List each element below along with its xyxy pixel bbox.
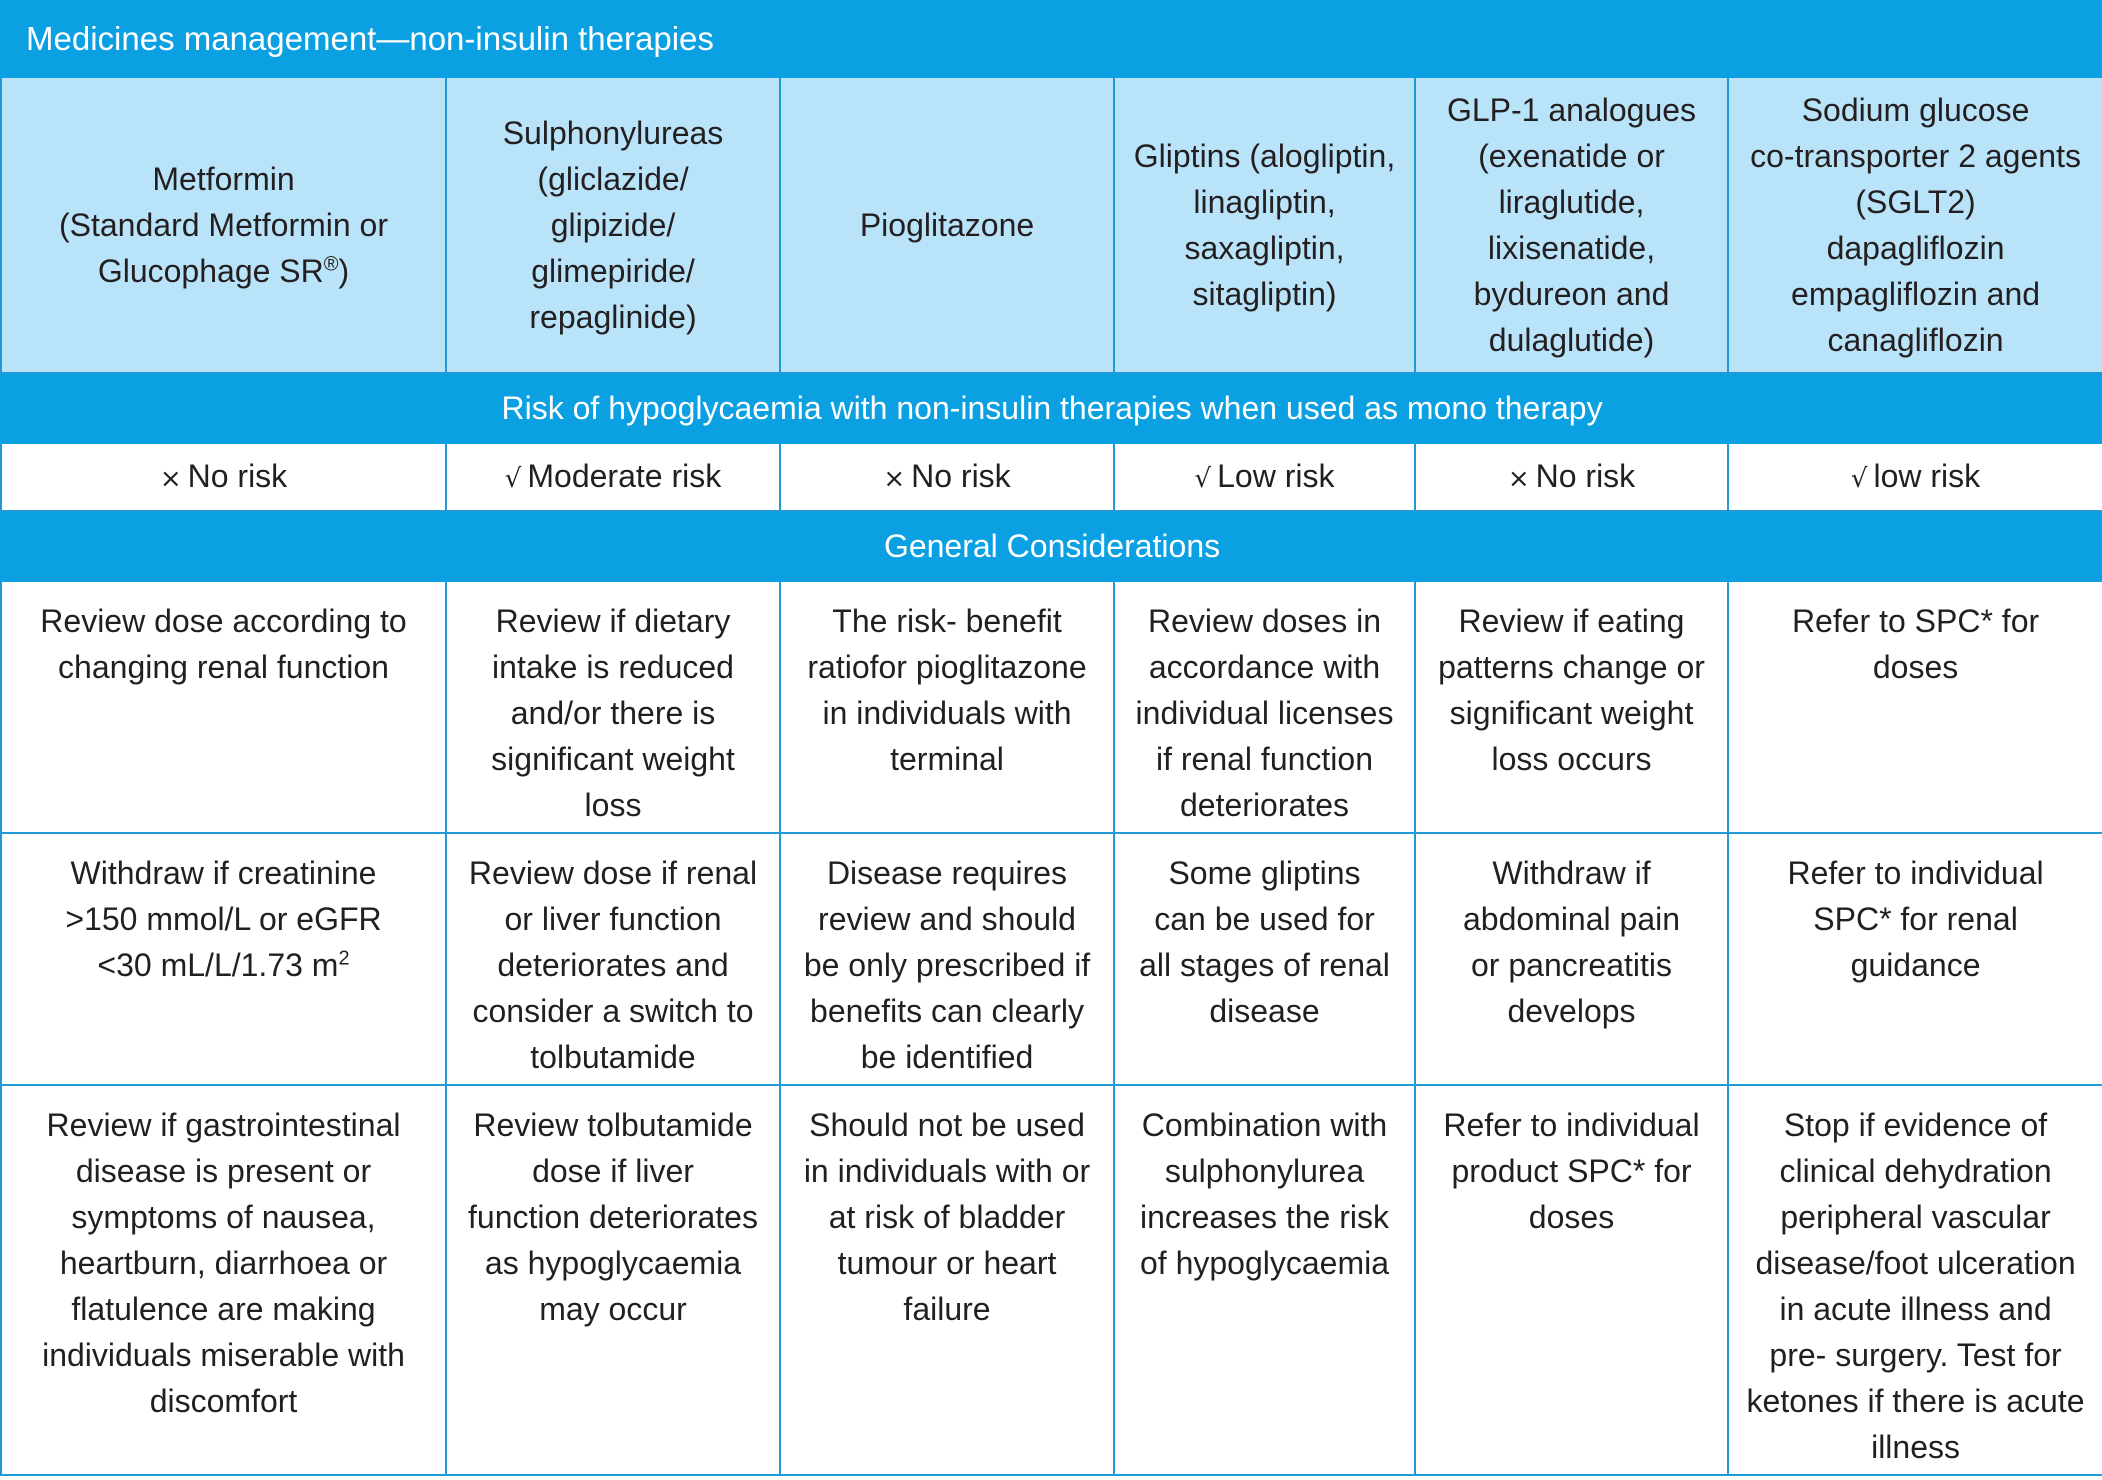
table-cell [780,833,1114,1085]
table-cell [1,1085,446,1475]
check-icon: √ [1850,463,1868,494]
column-header-label: Metformin (Standard Metformin or Glucophage SR [58,161,388,289]
table-cell [1728,581,2102,833]
title-row [1,1,2102,77]
column-header-gliptins [1114,77,1415,373]
column-header-label: Pioglitazone [859,207,1035,243]
column-header-label: Sulphonylureas (gliclazide/ glipizide/ glimepiride/ repaglinide) [502,115,724,335]
risk-cell [1114,443,1415,511]
table-cell [1114,833,1415,1085]
column-header-sglt2 [1728,77,2102,373]
table-row [1,1085,2102,1475]
table-cell [1415,833,1728,1085]
column-header-label: Sodium glucose co-transporter 2 agents (SGLT2) dapagliflozin empagliflozin and canagliflozin [1750,92,2081,358]
column-header-label: GLP-1 analogues (exenatide or liraglutide, lixisenatide, bydureon and dulaglutide) [1446,92,1697,358]
risk-cell [1728,443,2102,511]
considerations-band-row [1,511,2102,581]
cell-text: Stop if evidence of clinical dehydration peripheral vascular disease/foot ulceration in acute illness and pre- surgery. Test for ketones if there is acute illness [1746,1107,2085,1465]
cell-text: Should not be used in individuals with or at risk of bladder tumour or heart failure [803,1107,1091,1327]
cell-text: Refer to individual product SPC* for doses [1443,1107,1700,1235]
table-cell [1,581,446,833]
table-cell [1415,581,1728,833]
cell-text: Withdraw if creatinine >150 mmol/L or eGFR <30 mL/L/1.73 m [65,855,382,983]
cross-icon: × [1507,463,1530,494]
cell-text: Review doses in accordance with individual licenses if renal function deteriorates [1135,603,1394,823]
table-cell [446,581,780,833]
cross-icon: × [883,463,906,494]
cell-text: Combination with sulphonylurea increases the risk of hypoglycaemia [1139,1107,1390,1281]
column-header-label: Gliptins (alogliptin, linagliptin, saxagliptin, sitagliptin) [1133,138,1396,312]
cell-text: Review if dietary intake is reduced and/or there is significant weight loss [491,603,735,823]
cross-icon: × [159,463,182,494]
cell-text: Review if eating patterns change or significant weight loss occurs [1438,603,1705,777]
risk-row [1,443,2102,511]
risk-text: No risk [187,457,288,494]
risk-text: Low risk [1217,457,1335,494]
risk-text: low risk [1873,457,1981,494]
column-header-glp1 [1415,77,1728,373]
table-cell [1,833,446,1085]
cell-text: Disease requires review and should be only prescribed if benefits can clearly be identified [803,855,1091,1075]
registered-mark: ® [323,253,339,276]
risk-cell [446,443,780,511]
cell-text: Review tolbutamide dose if liver function deteriorates as hypoglycaemia may occur [468,1107,758,1327]
table-cell [1728,833,2102,1085]
risk-text: No risk [911,457,1011,494]
cell-text: Refer to SPC* for doses [1791,603,2040,685]
header-row [1,77,2102,373]
table-row [1,581,2102,833]
check-icon: √ [504,463,522,494]
considerations-band-heading: General Considerations [1,511,2102,581]
cell-text: The risk- benefit ratiofor pioglitazone in individuals with terminal [807,603,1087,777]
risk-band-heading: Risk of hypoglycaemia with non-insulin therapies when used as mono therapy [1,373,2102,443]
cell-text: Refer to individual SPC* for renal guidance [1787,855,2044,983]
column-header-pioglitazone [780,77,1114,373]
column-header-metformin [1,77,446,373]
superscript: 2 [338,947,350,970]
table-title: Medicines management—non-insulin therapies [1,1,2102,77]
risk-text: No risk [1535,457,1636,494]
column-header-tail: ) [338,253,350,289]
risk-text: Moderate risk [527,457,722,494]
table-cell [1415,1085,1728,1475]
cell-text: Withdraw if abdominal pain or pancreatitis develops [1462,855,1681,1029]
check-icon: √ [1194,463,1212,494]
cell-text: Review dose if renal or liver function deteriorates and consider a switch to tolbutamide [468,855,758,1075]
risk-cell [780,443,1114,511]
cell-text: Review if gastrointestinal disease is present or symptoms of nausea, heartburn, diarrhoea or flatulence are making individuals miserable with discomfort [42,1107,405,1419]
risk-cell [1,443,446,511]
table-cell [1114,1085,1415,1475]
table-cell [446,1085,780,1475]
table-cell [1114,581,1415,833]
risk-cell [1415,443,1728,511]
column-header-sulphonylureas [446,77,780,373]
cell-text: Review dose according to changing renal function [40,603,407,685]
risk-band-row [1,373,2102,443]
table-cell [780,581,1114,833]
table-cell [1728,1085,2102,1475]
cell-text: Some gliptins can be used for all stages of renal disease [1139,855,1390,1029]
table-cell [780,1085,1114,1475]
table-row [1,833,2102,1085]
table-cell [446,833,780,1085]
